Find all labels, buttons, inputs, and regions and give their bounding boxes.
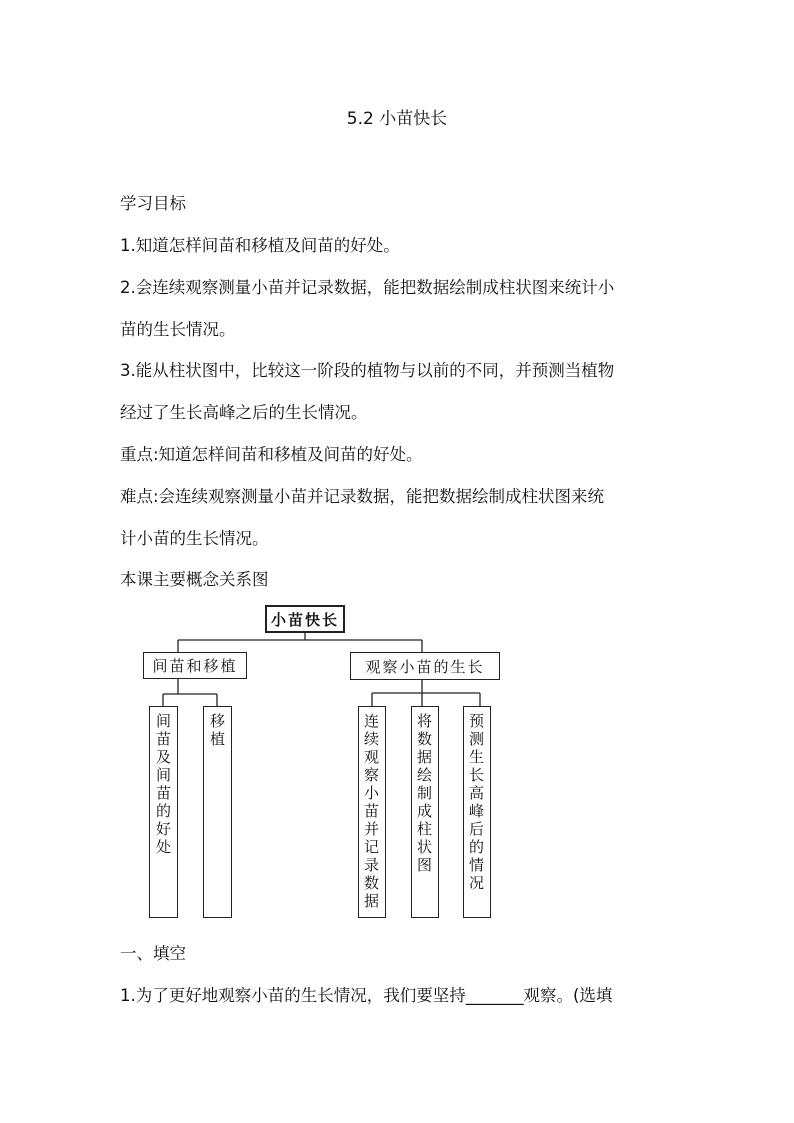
leaf-bar-chart: 将数据绘制成柱状图 xyxy=(411,706,439,918)
section-heading: 一、填空 xyxy=(120,944,186,963)
key-point: 重点:知道怎样间苗和移植及间苗的好处。 xyxy=(120,445,423,464)
page-title: 5.2 小苗快长 xyxy=(346,109,448,129)
objective-2-line-2: 苗的生长情况。 xyxy=(120,320,236,339)
leaf-predict-growth: 预测生长高峰后的情况 xyxy=(463,706,491,918)
objective-1: 1.知道怎样间苗和移植及间苗的好处。 xyxy=(120,236,400,255)
root-node: 小苗快长 xyxy=(265,605,345,633)
difficulty-line-2: 计小苗的生长情况。 xyxy=(120,529,269,548)
objective-3-line-1: 3.能从柱状图中，比较这一阶段的植物与以前的不同，并预测当植物 xyxy=(120,361,615,380)
leaf-continuous-observation: 连续观察小苗并记录数据 xyxy=(358,706,386,918)
leaf-transplanting: 移植 xyxy=(203,706,232,918)
question-1: 1.为了更好地观察小苗的生长情况，我们要坚持_______观察。(选填 xyxy=(120,986,613,1005)
objective-3-line-2: 经过了生长高峰之后的生长情况。 xyxy=(120,403,368,422)
leaf-thinning-benefits: 间苗及间苗的好处 xyxy=(149,706,178,918)
concept-map xyxy=(120,600,680,922)
difficulty-line-1: 难点:会连续观察测量小苗并记录数据，能把数据绘制成柱状图来统 xyxy=(120,487,605,506)
node-observe-seedling-growth: 观察小苗的生长 xyxy=(350,652,500,680)
objectives-heading: 学习目标 xyxy=(120,194,186,213)
node-thinning-and-transplanting: 间苗和移植 xyxy=(143,652,247,679)
concept-map-heading: 本课主要概念关系图 xyxy=(120,570,269,589)
objective-2-line-1: 2.会连续观察测量小苗并记录数据，能把数据绘制成柱状图来统计小 xyxy=(120,278,615,297)
